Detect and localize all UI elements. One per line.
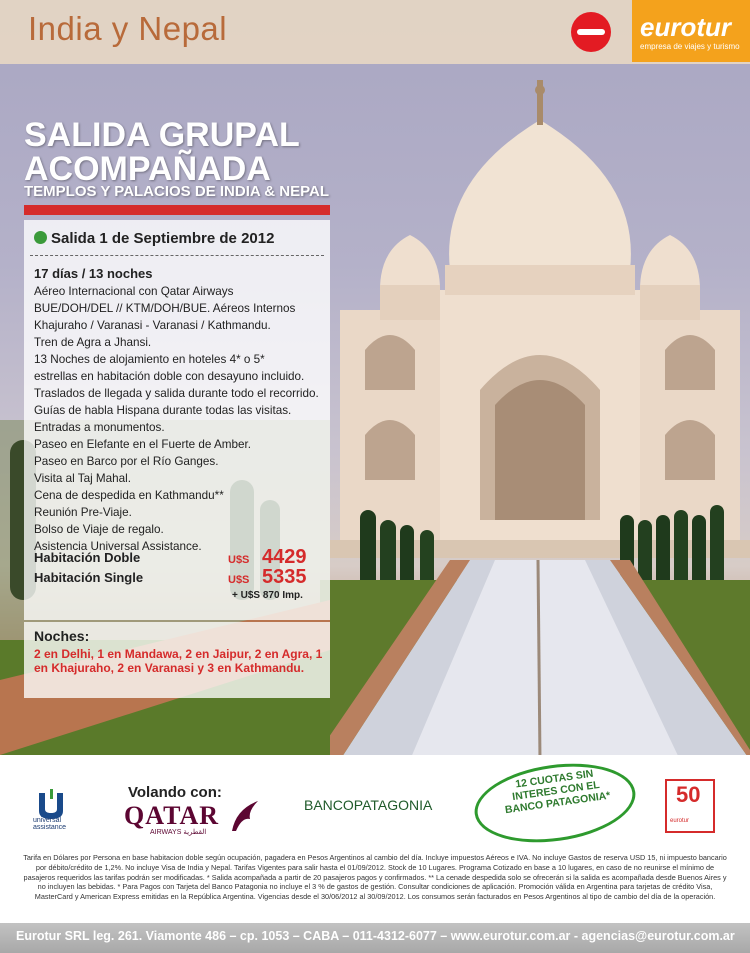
oryx-icon [226, 797, 262, 835]
list-item: Paseo en Elefante en el Fuerte de Amber. [34, 438, 252, 451]
price-amount: 5335 [262, 566, 307, 588]
price-label: Habitación Doble [34, 550, 141, 565]
destination-title: India y Nepal [28, 10, 228, 47]
anniversary-number: 50 [676, 782, 701, 807]
nights-detail: 2 en Delhi, 1 en Mandawa, 2 en Jaipur, 2 en Agra, 1 en Khajuraho, 2 en Varanasi y 3 en Kathmandu. [34, 647, 323, 675]
price-row-single [34, 568, 324, 588]
list-item: Tren de Agra a Jhansi. [34, 336, 152, 349]
brand-name: eurotur [640, 12, 731, 42]
flying-with-label: Volando con: [128, 784, 222, 801]
list-item: Traslados de llegada y salida durante todo el recorrido. [34, 387, 319, 400]
eurotur-globe-icon [571, 12, 611, 52]
promo-headline [24, 118, 300, 186]
list-item: Bolso de Viaje de regalo. [34, 523, 164, 536]
list-item: Aéreo Internacional con Qatar Airways [34, 285, 234, 298]
list-item: Paseo en Barco por el Río Ganges. [34, 455, 219, 468]
ua-line-2: assistance [33, 824, 67, 831]
red-divider [24, 205, 330, 215]
list-item: Guías de habla Hispana durante todas las visitas. [34, 404, 292, 417]
nights-title: Noches: [34, 628, 90, 644]
footer-contact: Eurotur SRL leg. 261. Viamonte 486 – cp. 1053 – CABA – 011-4312-6077 – www.eurotur.com.ar - agencias@eurotur.com.ar [16, 929, 735, 943]
qatar-airways-logo: QATAR [124, 801, 220, 830]
price-label: Habitación Single [34, 570, 144, 585]
departure-date [34, 230, 274, 247]
list-item: Asistencia Universal Assistance. [34, 540, 202, 553]
list-item: BUE/DOH/DEL // KTM/DOH/BUE. Aéreos Internos [34, 302, 296, 315]
list-item: Entradas a monumentos. [34, 421, 165, 434]
departure-text: Salida 1 de Septiembre de 2012 [51, 230, 275, 247]
universal-assistance-text [33, 817, 66, 831]
price-table [34, 548, 324, 588]
price-row-double [34, 548, 324, 568]
trip-duration: 17 días / 13 noches [34, 266, 153, 281]
promo-subheadline: TEMPLOS Y PALACIOS DE INDIA & NEPAL [24, 183, 330, 200]
list-item: estrellas en habitación doble con desayuno incluido. [34, 370, 305, 383]
headline-line-1: SALIDA GRUPAL [24, 116, 300, 154]
price-amount: 4429 [262, 546, 307, 568]
installments-text: 12 CUOTAS SIN INTERES CON EL BANCO PATAGONIA* [504, 767, 612, 817]
brand-tagline: empresa de viajes y turismo [640, 42, 740, 51]
dashed-divider [30, 255, 324, 256]
list-item: Cena de despedida en Kathmandu** [34, 489, 224, 502]
list-item: Visita al Taj Mahal. [34, 472, 132, 485]
taj-mahal-illustration [320, 60, 750, 755]
taxes-note: + U$S 870 Imp. [232, 590, 303, 601]
price-currency: U$S [228, 574, 250, 586]
list-item: Reunión Pre-Viaje. [34, 506, 132, 519]
inclusions-list [34, 283, 334, 555]
price-currency: U$S [228, 554, 250, 566]
banco-patagonia-logo: BANCOPATAGONIA [304, 797, 433, 813]
list-item: 13 Noches de alojamiento en hoteles 4* o 5* [34, 353, 265, 366]
headline-line-2: ACOMPAÑADA [24, 150, 271, 188]
qatar-airways-sub: AIRWAYS القطرية [150, 829, 207, 836]
anniversary-sub: eurotur [670, 818, 690, 824]
legal-disclaimer: Tarifa en Dólares por Persona en base habitacion doble según ocupación, pagadera en Pesos Argentinos al cambio del día. Incluye impuestos Aéreos e IVA. No incluye Gastos de reserva USD 15, ni impuesto bancario por débito/crédito de 1,2%. No incluye Visa de India y Nepal. Tarifas Vigentes para salir hasta el 01/09/2012. Stock de 10 Lugares. Programa Cotizado en base a 10 lugares, en caso de no reunirse el mínimo de pasajeros requeridos las tarifas podrán ser modificadas. * Salida acompañada a partir de 20 pasajeros pagos y confirmados. ** La cenade despedida solo se ofrecerán si la salida es acompañada desde Buenos Aires y no incluyen las bebidas. * Para Pagos con Tarjeta del Banco Patagonia no incluye el 3 % de gastos de gestión. Consultar condiciones de aplicación. Promoción válida en Argentina para tarjetas de crédito Visa, MasterCard y American Express emitidas en la República Argentina. Vigencias desde el 30/06/2012 al 30/09/2012. Los consumos serán facturados en Pesos Argentinos al tipo de cambio del día de la operación. [23, 853, 727, 902]
list-item: Khajuraho / Varanasi - Varanasi / Kathmandu. [34, 319, 271, 332]
play-circle-icon [34, 231, 47, 244]
ua-line-1: universal [33, 817, 62, 824]
